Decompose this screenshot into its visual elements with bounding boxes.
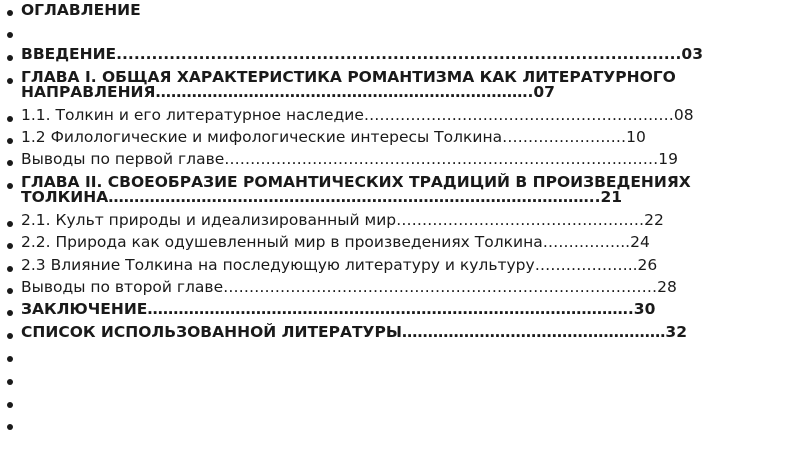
entry-leader: ………………………………………………………………………………….. — [108, 188, 601, 206]
bullet — [7, 55, 13, 61]
entry-leader: ………………………………………………………………………… — [223, 278, 658, 296]
entry-label: СПИСОК ИСПОЛЬЗОВАННОЙ ЛИТЕРАТУРЫ — [21, 323, 402, 341]
entry-page: 03 — [681, 45, 703, 63]
bullet — [7, 379, 13, 385]
bullet — [7, 32, 13, 38]
entry-label: 1.1. Толкин и его литературное наследие — [21, 106, 364, 124]
entry-label-line2: НАПРАВЛЕНИЯ — [21, 83, 156, 101]
entry-label: ВВЕДЕНИЕ — [21, 45, 117, 63]
entry-label: Выводы по второй главе — [21, 278, 224, 296]
entry-label: 1.2 Филологические и мифологические интересы Толкина — [21, 128, 503, 146]
entry-page: 21 — [600, 188, 623, 206]
entry-page: 32 — [665, 323, 687, 341]
entry-label: ЗАКЛЮЧЕНИЕ — [21, 300, 148, 318]
entry-leader: …………….. — [542, 233, 631, 251]
entry-label-line2: ТОЛКИНА — [21, 188, 109, 206]
entry-label: 2.1. Культ природы и идеализированный мир — [21, 211, 397, 229]
entry-leader: ………………………………………………………………………… — [224, 150, 659, 168]
bullet — [7, 402, 13, 408]
entry-label-line1: ГЛАВА II. СВОЕОБРАЗИЕ РОМАНТИЧЕСКИХ ТРАДИЦИЙ В ПРОИЗВЕДЕНИЯХ — [21, 173, 691, 191]
entry-label: 2.2. Природа как одушевленный мир в произведениях Толкина — [21, 233, 543, 251]
bullet — [7, 356, 13, 362]
bullet — [7, 243, 13, 249]
bullet — [7, 10, 13, 16]
entry-page: 30 — [633, 300, 656, 318]
bullet — [7, 78, 13, 84]
entry-label-line1: ГЛАВА I. ОБЩАЯ ХАРАКТЕРИСТИКА РОМАНТИЗМА КАК ЛИТЕРАТУРНОГО — [21, 68, 676, 86]
entry-page: 24 — [630, 233, 650, 251]
entry-label: Выводы по первой главе — [21, 150, 225, 168]
bullet — [7, 183, 13, 189]
entry-label: 2.3 Влияние Толкина на последующую литературу и культуру — [21, 256, 535, 274]
entry-leader: ……………….. — [534, 256, 638, 274]
entry-page: 08 — [673, 106, 694, 124]
entry-leader: …………………………………………………………………………………. — [147, 300, 634, 318]
entry-leader: ................................................................................................ — [116, 45, 682, 63]
bullet — [7, 266, 13, 272]
entry-page: 28 — [657, 278, 677, 296]
entry-page: 22 — [644, 211, 664, 229]
entry-leader: …………………… — [502, 128, 627, 146]
bullet — [7, 160, 13, 166]
entry-leader: …………………………………………………… — [363, 106, 674, 124]
bullet — [7, 138, 13, 144]
bullet — [7, 221, 13, 227]
entry-leader: ………………………………………………………………. — [155, 83, 534, 101]
entry-leader: …………………………………………… — [401, 323, 666, 341]
entry-leader: ………………………………………… — [396, 211, 645, 229]
entry-page: 10 — [626, 128, 646, 146]
entry-page: 07 — [533, 83, 555, 101]
bullet — [7, 310, 13, 316]
entry-page: 26 — [637, 256, 658, 274]
entry-page: 19 — [658, 150, 678, 168]
bullet — [7, 116, 13, 122]
toc-heading: ОГЛАВЛЕНИЕ — [21, 1, 141, 19]
bullet — [7, 288, 13, 294]
bullet — [7, 424, 13, 430]
bullet — [7, 333, 13, 339]
